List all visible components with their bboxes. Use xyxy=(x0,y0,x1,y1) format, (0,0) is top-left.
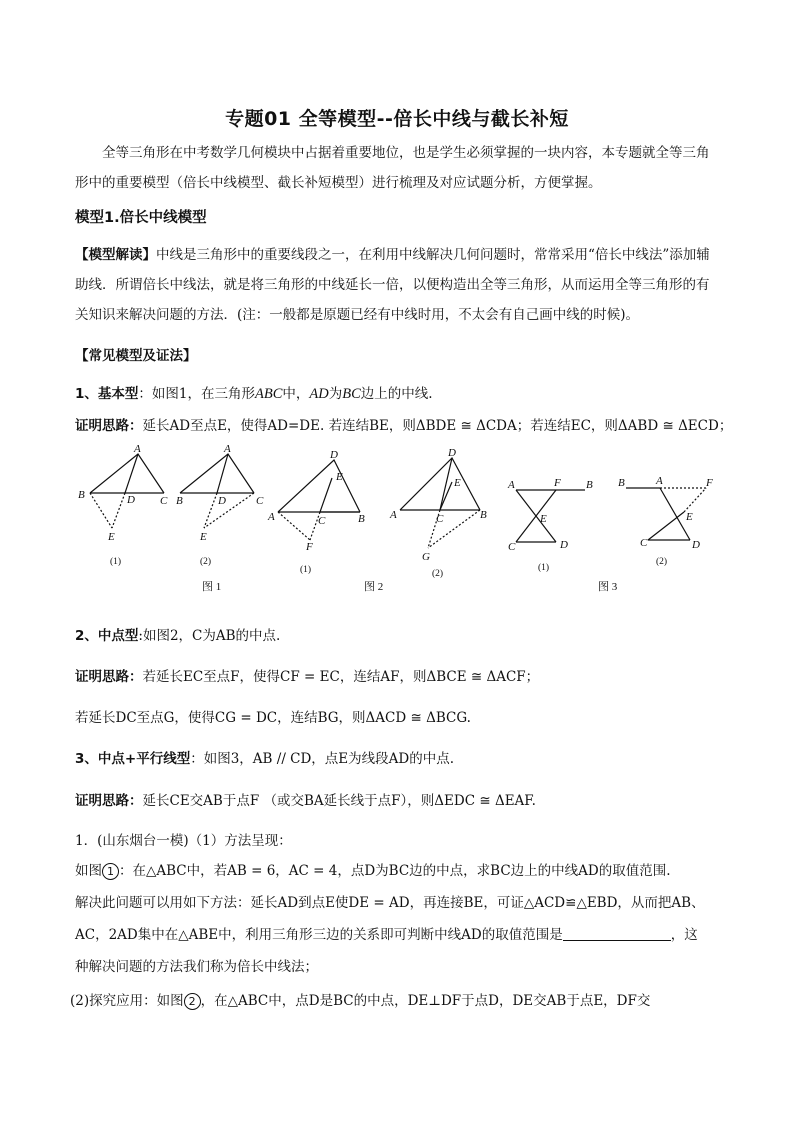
midpoint-proof-line xyxy=(75,665,725,685)
common-models-heading: 【常见模型及证法】 xyxy=(75,348,197,364)
parallel-type-line xyxy=(75,747,725,767)
basic-abc: ABC xyxy=(255,386,283,402)
problem-line-3-text: AC，2AD集中在△ABE中，利用三角形三边的关系即可判断中线AD的取值范围是 xyxy=(75,927,563,943)
fig2-1-label-f: F xyxy=(306,541,313,553)
midpoint-type-text: :如图2，C为AB的中点. xyxy=(138,628,281,644)
midpoint-type-line xyxy=(75,624,725,644)
basic-text4: 边上的中线. xyxy=(360,386,433,402)
model-figures xyxy=(70,440,750,600)
fig3-sub-2: (2) xyxy=(656,557,668,567)
fig3-2-label-a: A xyxy=(656,475,663,487)
fig3-1-label-d: D xyxy=(560,539,568,551)
fig1-2-median xyxy=(217,454,228,493)
fig3-1-label-b: B xyxy=(586,479,593,491)
basic-proof-line xyxy=(75,414,733,434)
fig1-1-label-e: E xyxy=(108,531,115,543)
basic-text3: 为 xyxy=(328,386,343,402)
fig3-1-label-a: A xyxy=(508,479,515,491)
problem-line-3 xyxy=(75,923,725,943)
basic-text2: 中， xyxy=(282,386,310,402)
basic-ad: AD xyxy=(309,386,329,402)
problem-line-4: 种解决问题的方法我们称为倍长中线法； xyxy=(75,959,318,975)
problem-line-5 xyxy=(70,989,720,1010)
basic-proof-label: 证明思路： xyxy=(75,418,143,434)
fig3-1-label-c: C xyxy=(508,541,516,553)
fig3-2-label-b: B xyxy=(618,477,625,489)
fig1-1-dashed xyxy=(90,493,125,528)
interpretation-label: 【模型解读】 xyxy=(75,247,156,263)
model1-heading: 模型1.倍长中线模型 xyxy=(75,210,207,226)
problem-heading: 1．(山东烟台一模)（1）方法呈现： xyxy=(75,833,292,849)
fig2-2-label-c: C xyxy=(436,513,444,525)
fig1-1-label-a: A xyxy=(134,443,141,455)
basic-bc: BC xyxy=(342,386,361,402)
fig3-2-label-c: C xyxy=(640,537,648,549)
fig2-2-triangle xyxy=(400,458,480,510)
interpretation-text: 中线是三角形中的重要线段之一，在利用中线解决几何问题时，常常采用“倍长中线法”添加辅助线．所谓倍长中线法，就是将三角形的中线延长一倍，以便构造出全等三角形，从而运用全等三角形的有关知识来解决问题的方法．(注：一般都是原题已经有中线时用，不太会有自己画中线的时候)。 xyxy=(75,247,710,323)
problem-line-1-prefix: 如图 xyxy=(75,863,102,879)
fig2-1-label-c: C xyxy=(318,515,326,527)
fig1-2-label-b: B xyxy=(176,495,183,507)
fig2-2-segment xyxy=(440,458,452,510)
fig1-caption: 图 1 xyxy=(202,581,222,593)
parallel-proof-text: 延长CE交AB于点F （或交BA延长线于点F），则ΔEDC ≅ ΔEAF. xyxy=(142,793,536,809)
figure-1-marker: 1 xyxy=(102,863,119,880)
fig3-1-label-f: F xyxy=(554,477,561,489)
fig2-2-label-b: B xyxy=(480,509,487,521)
fig2-1-dashed xyxy=(278,512,320,540)
fig1-1-label-b: B xyxy=(78,489,85,501)
fig1-sub-1: (1) xyxy=(110,557,122,567)
fig1-2-triangle-sides xyxy=(180,454,254,493)
fig1-2-dashed xyxy=(204,493,254,528)
fig2-1-label-b: B xyxy=(358,513,365,525)
fig3-2-label-f: F xyxy=(706,477,713,489)
fig3-sub-1: (1) xyxy=(538,563,550,573)
fig2-2-label-e: E xyxy=(454,477,461,489)
basic-proof-text: 延长AD至点E，使得AD=DE. 若连结BE，则ΔBDE ≅ ΔCDA；若连结EC，则ΔABD ≅ ΔECD； xyxy=(142,418,733,434)
problem-line-5-text: ，在△ABC中，点D是BC的中点，DE⊥DF于点D，DE交AB于点E，DF交 xyxy=(200,993,651,1009)
midpoint-type-label: 2、中点型 xyxy=(75,628,139,644)
problem-line-3-suffix: ，这 xyxy=(670,927,698,943)
fig2-caption: 图 2 xyxy=(364,581,384,593)
parallel-proof-label: 证明思路： xyxy=(75,793,143,809)
fig2-1-segment xyxy=(320,478,332,512)
fig1-1-label-c: C xyxy=(160,495,168,507)
fig3-1-label-e: E xyxy=(540,513,547,525)
fig2-1-label-e: E xyxy=(336,471,343,483)
basic-type-line xyxy=(75,382,725,403)
parallel-proof-line xyxy=(75,789,725,809)
interpretation-paragraph xyxy=(75,240,720,330)
fig2-2-label-a: A xyxy=(390,509,397,521)
basic-type-label: 1、基本型 xyxy=(75,386,139,402)
fig1-2-label-d: D xyxy=(218,495,226,507)
figure-2-marker: 2 xyxy=(184,993,201,1010)
fig3-caption: 图 3 xyxy=(598,581,618,593)
fig2-1-triangle xyxy=(278,460,360,512)
problem-line-5-prefix: (2)探究应用：如图 xyxy=(70,993,184,1009)
parallel-type-text: ：如图3，AB // CD，点E为线段AD的中点. xyxy=(190,751,455,767)
midpoint-proof-text: 若延长EC至点F，使得CF = EC，连结AF，则ΔBCE ≅ ΔACF； xyxy=(142,669,540,685)
fig2-sub-1: (1) xyxy=(300,565,312,575)
fig1-2-label-e: E xyxy=(200,531,207,543)
basic-type-text: ：如图1，在三角形 xyxy=(138,386,255,402)
midpoint-proof-line-2: 若延长DC至点G，使得CG = DC，连结BG，则ΔACD ≅ ΔBCG. xyxy=(75,710,471,726)
fig1-2-label-c: C xyxy=(256,495,264,507)
answer-blank[interactable] xyxy=(563,926,671,941)
parallel-type-label: 3、中点+平行线型 xyxy=(75,751,191,767)
fig1-1-label-d: D xyxy=(127,494,135,506)
fig3-2-label-d: D xyxy=(692,539,700,551)
fig3-2-line-ce xyxy=(648,512,684,540)
midpoint-proof-label: 证明思路： xyxy=(75,669,143,685)
fig2-2-label-g: G xyxy=(422,551,430,563)
fig3-2-label-e: E xyxy=(686,511,693,523)
problem-line-1 xyxy=(75,859,725,880)
page-title: 专题01 全等模型--倍长中线与截长补短 xyxy=(225,108,569,130)
problem-line-2: 解决此问题可以用如下方法：延长AD到点E使DE = AD，再连接BE，可证△ACD≌△EBD，从而把AB、 xyxy=(75,895,705,911)
intro-paragraph: 全等三角形在中考数学几何模块中占据着重要地位，也是学生必须掌握的一块内容，本专题就全等三角形中的重要模型（倍长中线模型、截长补短模型）进行梳理及对应试题分析，方便掌握。 xyxy=(75,145,710,191)
problem-line-1-text: ：在△ABC中，若AB = 6，AC = 4，点D为BC边的中点，求BC边上的中线AD的取值范围. xyxy=(119,863,671,879)
fig1-sub-2: (2) xyxy=(200,557,212,567)
fig2-1-label-d: D xyxy=(330,449,338,461)
fig2-sub-2: (2) xyxy=(432,569,444,579)
fig2-1-label-a: A xyxy=(268,511,275,523)
fig2-2-label-d: D xyxy=(448,447,456,459)
fig1-2-label-a: A xyxy=(224,443,231,455)
